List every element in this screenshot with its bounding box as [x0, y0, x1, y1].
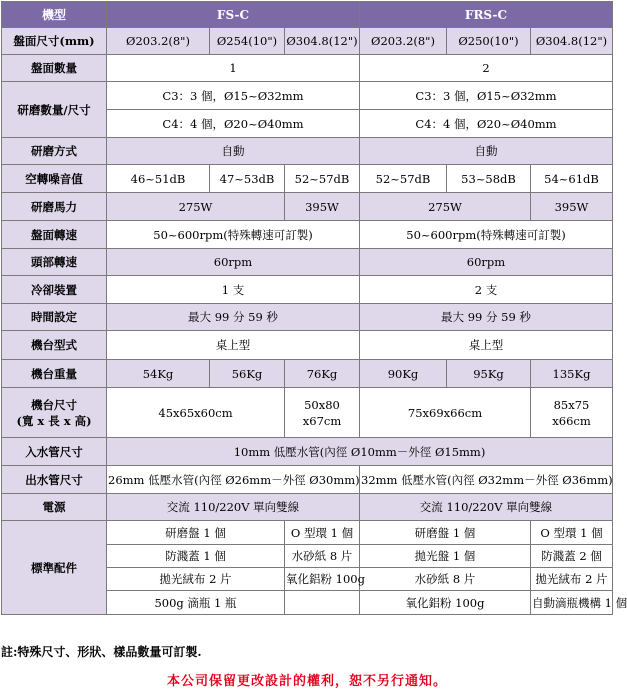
- cell: 研磨盤 1 個: [360, 521, 531, 545]
- cell-line: 50x80: [304, 397, 340, 412]
- row-weight: [2, 360, 613, 388]
- row-type: [2, 331, 613, 360]
- row-head-speed: [2, 249, 613, 276]
- row-accessories: [2, 521, 613, 545]
- row-grind-count: [2, 82, 613, 110]
- cell: 45x65x60cm: [107, 388, 285, 438]
- cell: 最大 99 分 59 秒: [107, 304, 360, 331]
- cell: C4：4 個，Ø20~Ø40mm: [107, 110, 360, 138]
- cell: 95Kg: [447, 360, 531, 388]
- row-timer: [2, 304, 613, 331]
- model-frs: FRS-C: [360, 2, 613, 28]
- cell: 自動滴瓶機構 1 個: [531, 591, 613, 615]
- label-plate-count: 盤面數量: [2, 55, 107, 82]
- cell: O 型環 1 個: [531, 521, 613, 545]
- row-power: [2, 193, 613, 221]
- label-dims: [2, 388, 107, 438]
- row-plate-size: [2, 28, 613, 55]
- label-plate-speed: 盤面轉速: [2, 221, 107, 249]
- cell: 52~57dB: [285, 165, 360, 193]
- cell: 54~61dB: [531, 165, 613, 193]
- cell: 2: [360, 55, 613, 82]
- model-fs: FS-C: [107, 2, 360, 28]
- cell: 水砂紙 8 片: [360, 568, 531, 591]
- label-type: 機台型式: [2, 331, 107, 360]
- label-grind-mode: 研磨方式: [2, 138, 107, 165]
- cell: Ø254(10"): [210, 28, 285, 55]
- cell: 32mm 低壓水管(內徑 Ø32mm－外徑 Ø36mm): [360, 466, 613, 494]
- cell: 防濺蓋 2 個: [531, 545, 613, 568]
- row-outlet: [2, 466, 613, 494]
- row-plate-speed: [2, 221, 613, 249]
- cell: C4：4 個，Ø20~Ø40mm: [360, 110, 613, 138]
- cell: O 型環 1 個: [285, 521, 360, 545]
- cell: 135Kg: [531, 360, 613, 388]
- cell: 自動: [360, 138, 613, 165]
- model-label: 機型: [2, 2, 107, 28]
- label-power: 研磨馬力: [2, 193, 107, 221]
- header-row: [2, 2, 613, 28]
- row-power-supply: [2, 494, 613, 521]
- cell: 研磨盤 1 個: [107, 521, 285, 545]
- cell: 桌上型: [360, 331, 613, 360]
- cell: C3：3 個，Ø15~Ø32mm: [107, 82, 360, 110]
- footnote: 註:特殊尺寸、形狀、樣品數量可訂製.: [1, 645, 202, 659]
- row-cooling: [2, 276, 613, 304]
- label-outlet: 出水管尺寸: [2, 466, 107, 494]
- cell: 52~57dB: [360, 165, 447, 193]
- row-grind-mode: [2, 138, 613, 165]
- cell: 拋光絨布 2 片: [107, 568, 285, 591]
- cell: 交流 110/220V 單向雙線: [360, 494, 613, 521]
- label-power-supply: 電源: [2, 494, 107, 521]
- row-dims: [2, 388, 613, 438]
- cell: Ø250(10"): [447, 28, 531, 55]
- label-weight: 機台重量: [2, 360, 107, 388]
- cell: 75x69x66cm: [360, 388, 531, 438]
- cell: 26mm 低壓水管(內徑 Ø26mm－外徑 Ø30mm): [107, 466, 360, 494]
- cell: 54Kg: [107, 360, 210, 388]
- cell: 60rpm: [107, 249, 360, 276]
- cell: 500g 滴瓶 1 瓶: [107, 591, 285, 615]
- cell: 60rpm: [360, 249, 613, 276]
- cell: C3：3 個，Ø15~Ø32mm: [360, 82, 613, 110]
- cell: 交流 110/220V 單向雙線: [107, 494, 360, 521]
- row-plate-count: [2, 55, 613, 82]
- label-timer: 時間設定: [2, 304, 107, 331]
- cell: 47~53dB: [210, 165, 285, 193]
- label-noise: 空轉噪音值: [2, 165, 107, 193]
- cell: Ø203.2(8"): [107, 28, 210, 55]
- cell: 275W: [107, 193, 285, 221]
- cell: 自動: [107, 138, 360, 165]
- cell-line: x66cm: [552, 413, 591, 428]
- cell: 拋光盤 1 個: [360, 545, 531, 568]
- cell: 桌上型: [107, 331, 360, 360]
- cell: 2 支: [360, 276, 613, 304]
- cell: 1: [107, 55, 360, 82]
- cell: 53~58dB: [447, 165, 531, 193]
- disclaimer: 本公司保留更改設計的權利，恕不另行通知。: [166, 674, 447, 689]
- cell: Ø203.2(8"): [360, 28, 447, 55]
- cell: [531, 388, 613, 438]
- label-inlet: 入水管尺寸: [2, 438, 107, 466]
- cell: 10mm 低壓水管(內徑 Ø10mm－外徑 Ø15mm): [107, 438, 613, 466]
- label-head-speed: 頭部轉速: [2, 249, 107, 276]
- cell: 395W: [531, 193, 613, 221]
- cell-line: x67cm: [302, 413, 342, 428]
- cell: 395W: [285, 193, 360, 221]
- cell: 拋光絨布 2 片: [531, 568, 613, 591]
- spec-table: [1, 1, 627, 615]
- cell: 56Kg: [210, 360, 285, 388]
- cell: Ø304.8(12"): [531, 28, 613, 55]
- cell: 氧化鋁粉 100g: [360, 591, 531, 615]
- row-inlet: [2, 438, 613, 466]
- cell: 46~51dB: [107, 165, 210, 193]
- cell: 最大 99 分 59 秒: [360, 304, 613, 331]
- cell: 90Kg: [360, 360, 447, 388]
- cell: [285, 591, 360, 615]
- label-grind-count: 研磨數量/尺寸: [2, 82, 107, 138]
- cell: 275W: [360, 193, 531, 221]
- row-noise: [2, 165, 613, 193]
- label-accessories: 標準配件: [2, 521, 107, 615]
- label-plate-size: 盤面尺寸(mm): [2, 28, 107, 55]
- cell-line: 85x75: [553, 397, 590, 412]
- cell: 50~600rpm(特殊轉速可訂製): [107, 221, 360, 249]
- label-dims-line1: 機台尺寸: [31, 397, 77, 412]
- cell: 1 支: [107, 276, 360, 304]
- cell: 50~600rpm(特殊轉速可訂製): [360, 221, 613, 249]
- cell: 氧化鋁粉 100g: [285, 568, 360, 591]
- cell: 防濺蓋 1 個: [107, 545, 285, 568]
- cell: 76Kg: [285, 360, 360, 388]
- label-cooling: 冷卻裝置: [2, 276, 107, 304]
- cell: 水砂紙 8 片: [285, 545, 360, 568]
- label-dims-line2: (寬 x 長 x 高): [16, 413, 92, 428]
- cell: [285, 388, 360, 438]
- cell: Ø304.8(12"): [285, 28, 360, 55]
